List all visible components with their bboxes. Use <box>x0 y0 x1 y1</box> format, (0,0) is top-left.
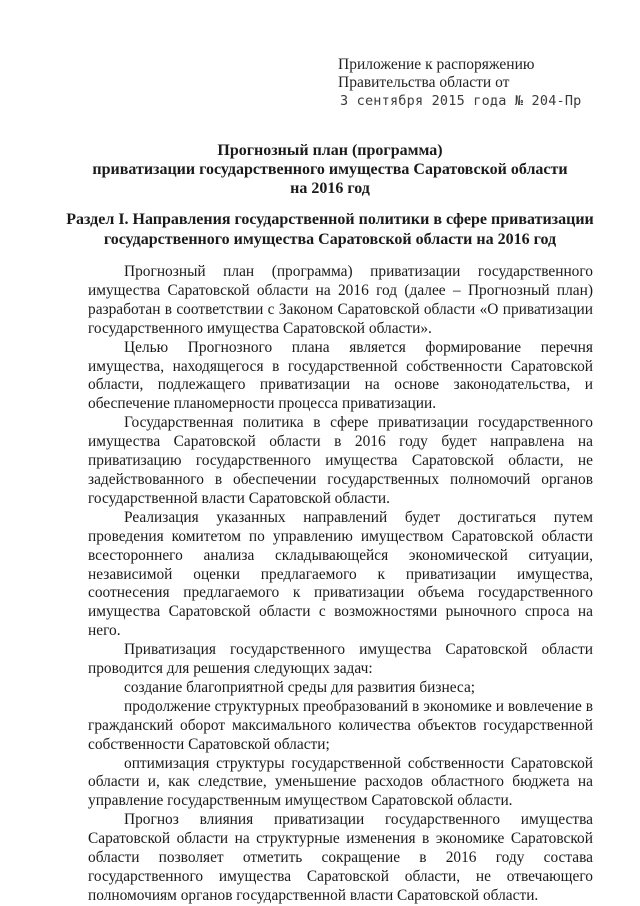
section-heading-line-2: государственного имущества Саратовской области на 2016 год <box>103 231 557 248</box>
section-heading-line-1: Раздел I. Направления государственной политики в сфере приватизации <box>66 211 594 228</box>
document-body <box>88 263 593 906</box>
title-line-3: на 2016 год <box>290 180 370 197</box>
document-title <box>40 141 620 198</box>
paragraph: Государственная политика в сфере приватизации государственного имущества Саратовской области в 2016 году будет направлена на приватизацию государственного имущества Саратовской области, не задействованного в обеспечении государственных полномочий органов государственной власти Саратовской области. <box>88 414 593 507</box>
list-item: создание благоприятной среды для развития бизнеса; <box>124 678 476 696</box>
section-heading <box>40 210 620 250</box>
date-number-stamp: 3 сентября 2015 года № 204-Пр <box>340 93 582 109</box>
appendix-line-1: Приложение к распоряжению <box>338 56 535 73</box>
title-line-1: Прогнозный план (программа) <box>217 142 443 159</box>
appendix-line-2: Правительства области от <box>338 74 510 91</box>
title-line-2: приватизации государственного имущества Саратовской области <box>92 161 568 178</box>
paragraph: Приватизация государственного имущества Саратовской области проводится для решения следующих задач: <box>88 641 593 678</box>
appendix-header <box>338 56 628 110</box>
list-item: продолжение структурных преобразований в экономике и вовлечение в гражданский оборот максимального количества объектов государственной собственности Саратовской области; <box>88 697 593 753</box>
paragraph: Реализация указанных направлений будет достигаться путем проведения комитетом по управлению имуществом Саратовской области всестороннего анализа складывающейся экономической ситуации, независимой оценки предлагаемого к приватизации имущества, соотнесения предлагаемого к приватизации объема государственного имущества Саратовской области с возможностями рыночного спроса на него. <box>88 508 593 640</box>
paragraph: Целью Прогнозного плана является формирование перечня имущества, находящегося в государственной собственности Саратовской области, подлежащего приватизации на основе законодательства, и обеспечение планомерности процесса приватизации. <box>88 338 593 413</box>
paragraph: Прогноз влияния приватизации государственного имущества Саратовской области на структурные изменения в экономике Саратовской области позволяет отметить сокращение в 2016 году состава государственного имущества Саратовской области, не отвечающего полномочиям органов государственной власти Саратовской области. <box>88 811 593 904</box>
list-item: оптимизация структуры государственной собственности Саратовской области и, как следствие, уменьшение расходов областного бюджета на управление государственным имуществом Саратовской области. <box>88 754 593 810</box>
paragraph: Прогнозный план (программа) приватизации государственного имущества Саратовской области на 2016 год (далее – Прогнозный план) разработан в соответствии с Законом Саратовской области «О приватизации государственного имущества Саратовской области». <box>88 263 593 337</box>
